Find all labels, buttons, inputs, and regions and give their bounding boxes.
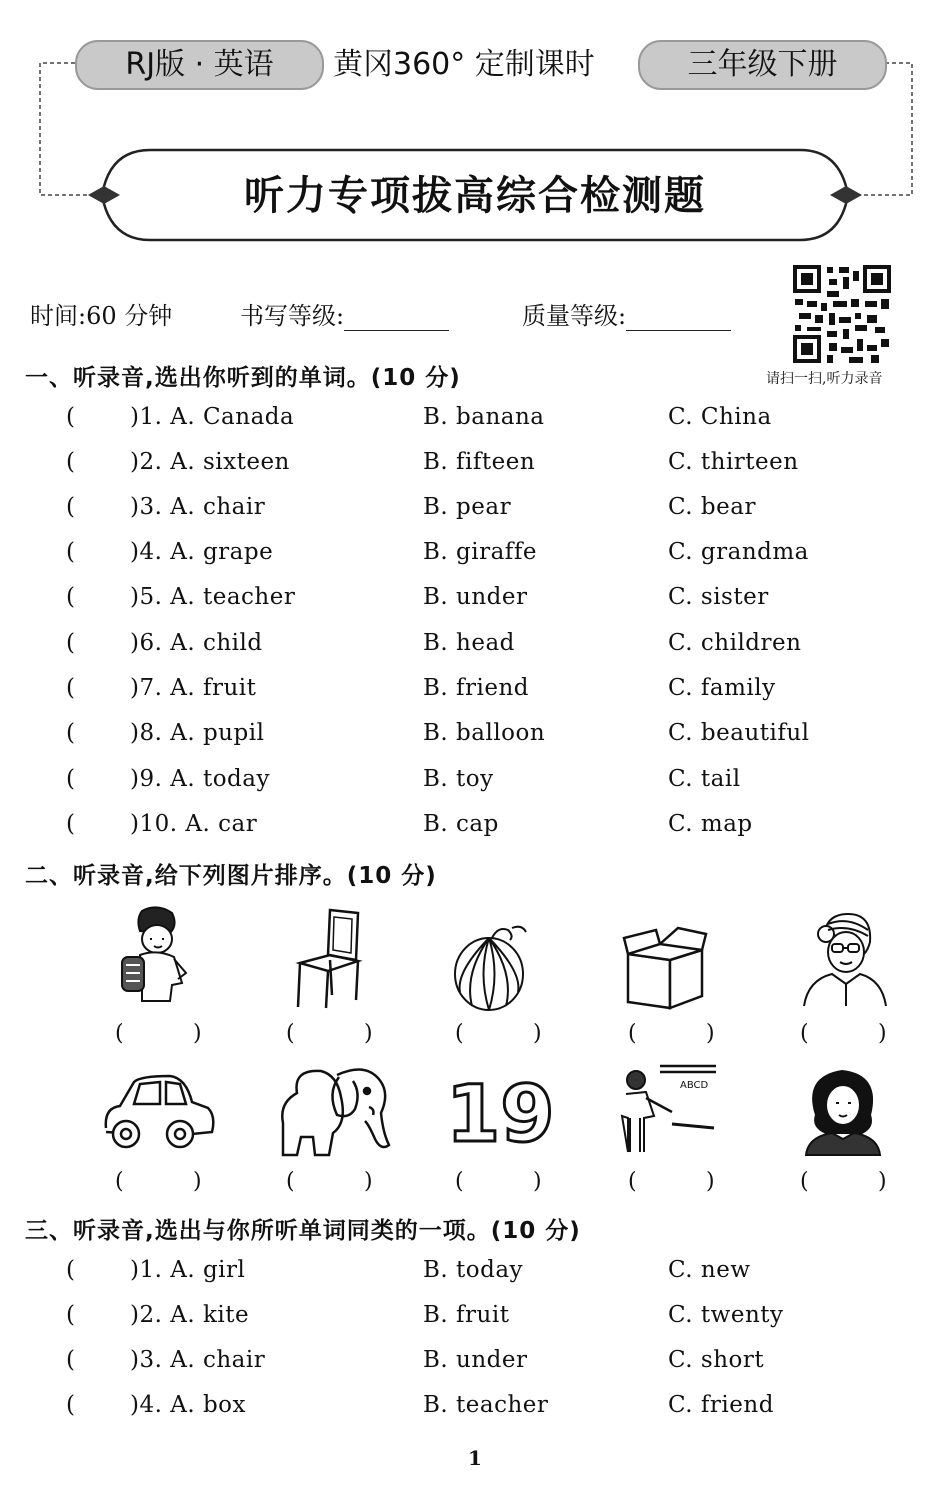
answer-paren[interactable]: ( [66,539,76,565]
answer-paren[interactable]: ( [66,404,76,430]
s3-item-2 [0,1302,950,1332]
answer-paren[interactable]: ( [66,675,76,701]
option-c: C. tail [668,766,741,792]
option-a: )4. A. box [130,1392,247,1418]
bracket-open: ( [286,1169,295,1194]
s1-item-10 [0,811,950,841]
quality-grade-blank[interactable] [626,308,731,331]
page-title: 听力专项拔高综合检测题 [244,172,706,219]
answer-paren[interactable]: ( [66,1257,76,1283]
section3-heading: 三、听录音,选出与你所听单词同类的一项。(10 分) [25,1218,581,1244]
bracket-open: ( [115,1169,124,1194]
option-b: B. cap [423,811,499,837]
bracket-close: ) [706,1169,715,1194]
bracket-close: ) [364,1169,373,1194]
watermelon-picture [452,922,532,1014]
grade-pill: 三年级下册 [638,40,887,90]
option-c: C. bear [668,494,756,520]
option-c: C. China [668,404,772,430]
option-c: C. family [668,675,776,701]
option-c: C. beautiful [668,720,810,746]
option-b: B. banana [423,404,545,430]
bracket-close: ) [878,1021,887,1046]
header-frame [0,0,950,260]
s1-item-1 [0,404,950,434]
bracket-open: ( [628,1021,637,1046]
answer-paren[interactable]: ( [66,1392,76,1418]
option-b: B. pear [423,494,512,520]
s1-item-6 [0,630,950,660]
option-a: )5. A. teacher [130,584,296,610]
qr-caption: 请扫一扫,听力录音 [766,371,883,387]
s3-item-3 [0,1347,950,1377]
writing-grade-label: 书写等级: [240,302,345,330]
answer-paren[interactable]: ( [66,494,76,520]
answer-paren[interactable]: ( [66,584,76,610]
option-c: C. map [668,811,753,837]
s1-item-5 [0,584,950,614]
teacher-at-board-picture [620,1062,720,1157]
option-a: )1. A. Canada [130,404,295,430]
option-a: )8. A. pupil [130,720,265,746]
option-c: C. twenty [668,1302,784,1328]
bracket-open: ( [286,1021,295,1046]
option-a: )2. A. sixteen [130,449,290,475]
option-b: B. under [423,584,528,610]
bracket-open: ( [800,1169,809,1194]
chair-picture [290,905,365,1010]
edition-pill: RJ版 · 英语 [75,40,324,90]
answer-paren[interactable]: ( [66,630,76,656]
option-b: B. friend [423,675,530,701]
option-b: B. giraffe [423,539,537,565]
section1-heading: 一、听录音,选出你听到的单词。(10 分) [25,365,461,391]
s3-item-4 [0,1392,950,1422]
grandma-picture [798,910,888,1008]
s1-item-8 [0,720,950,750]
option-b: B. under [423,1347,528,1373]
answer-paren[interactable]: ( [66,449,76,475]
option-a: )1. A. girl [130,1257,246,1283]
option-c: C. sister [668,584,769,610]
option-b: B. toy [423,766,494,792]
bracket-open: ( [800,1021,809,1046]
bracket-close: ) [533,1021,542,1046]
option-c: C. new [668,1257,751,1283]
option-c: C. friend [668,1392,774,1418]
option-b: B. teacher [423,1392,549,1418]
quality-grade [522,296,731,331]
s1-item-4 [0,539,950,569]
bracket-open: ( [115,1021,124,1046]
s1-item-2 [0,449,950,479]
answer-paren[interactable]: ( [66,811,76,837]
bracket-close: ) [193,1021,202,1046]
teacher-board-text: ABCD [680,1080,709,1091]
writing-grade [240,296,449,331]
option-c: C. children [668,630,802,656]
quality-grade-label: 质量等级: [522,302,627,330]
time-label: 时间:60 分钟 [30,302,173,330]
option-c: C. grandma [668,539,809,565]
option-a: )4. A. grape [130,539,274,565]
writing-grade-blank[interactable] [344,308,449,331]
option-a: )2. A. kite [130,1302,250,1328]
answer-paren[interactable]: ( [66,1347,76,1373]
series-name: 黄冈360° 定制课时 [333,47,595,82]
box-picture [622,922,710,1012]
s1-item-7 [0,675,950,705]
option-b: B. today [423,1257,524,1283]
bracket-close: ) [878,1169,887,1194]
option-b: B. balloon [423,720,546,746]
bracket-open: ( [455,1021,464,1046]
option-b: B. fruit [423,1302,510,1328]
bracket-close: ) [193,1169,202,1194]
number-nineteen-picture: 19 [446,1070,555,1160]
bracket-open: ( [628,1169,637,1194]
bracket-open: ( [455,1169,464,1194]
option-c: C. short [668,1347,765,1373]
option-a: )3. A. chair [130,1347,266,1373]
boy-with-backpack-picture [112,903,192,1008]
bracket-close: ) [706,1021,715,1046]
option-b: B. head [423,630,515,656]
answer-paren[interactable]: ( [66,1302,76,1328]
option-a: )3. A. chair [130,494,266,520]
option-a: )6. A. child [130,630,263,656]
option-a: )7. A. fruit [130,675,257,701]
elephant-picture [277,1063,399,1163]
s1-item-9 [0,766,950,796]
option-a: )10. A. car [130,811,258,837]
option-a: )9. A. today [130,766,270,792]
woman-picture [802,1067,884,1157]
car-picture [100,1072,218,1152]
option-c: C. thirteen [668,449,799,475]
bracket-close: ) [364,1021,373,1046]
page-number: 1 [468,1446,482,1470]
s1-item-3 [0,494,950,524]
qr-code-icon[interactable] [793,265,891,363]
s3-item-1 [0,1257,950,1287]
section2-heading: 二、听录音,给下列图片排序。(10 分) [25,863,437,889]
bracket-close: ) [533,1169,542,1194]
answer-paren[interactable]: ( [66,720,76,746]
answer-paren[interactable]: ( [66,766,76,792]
option-b: B. fifteen [423,449,536,475]
